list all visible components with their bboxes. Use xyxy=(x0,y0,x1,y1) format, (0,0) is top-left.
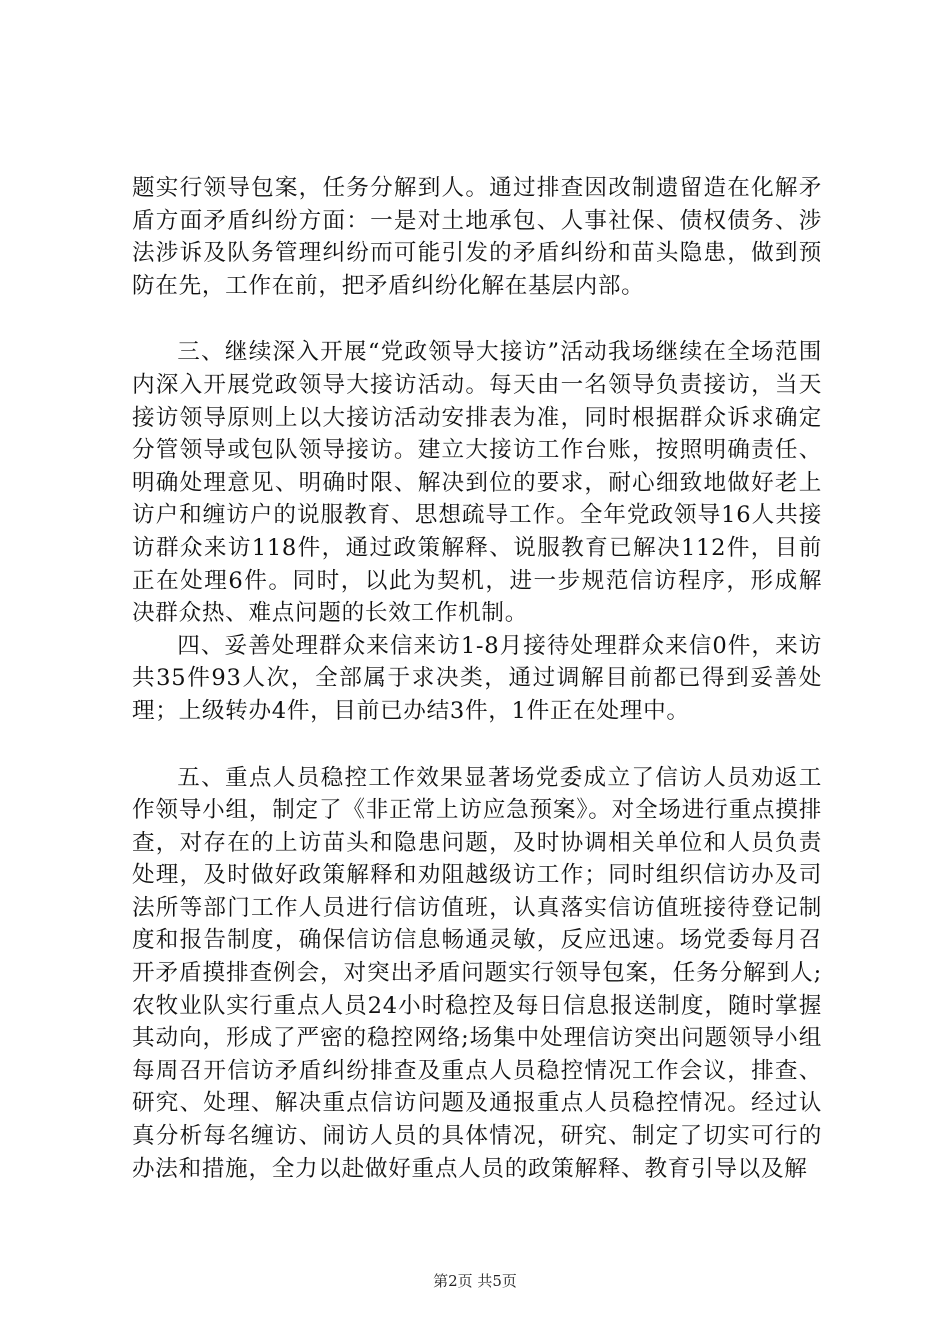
document-body xyxy=(132,172,822,1185)
page-number-footer: 第2页 共5页 xyxy=(433,1272,517,1290)
paragraph-continuation: 题实行领导包案，任务分解到人。通过排查因改制遗留造在化解矛盾方面矛盾纠纷方面：一是对土地承包、人事社保、债权债务、涉法涉诉及队务管理纠纷而可能引发的矛盾纠纷和苗头隐患，做到预防在先，工作在前，把矛盾纠纷化解在基层内部。 xyxy=(132,175,822,299)
paragraph-section-4: 四、妥善处理群众来信来访1-8月接待处理群众来信0件，来访共35件93人次，全部属于求决类，通过调解目前都已得到妥善处理；上级转办4件，目前已办结3件，1件正在处理中。 xyxy=(132,632,822,724)
paragraph-gap xyxy=(132,728,822,762)
paragraph-section-5: 五、重点人员稳控工作效果显著场党委成立了信访人员劝返工作领导小组，制定了《非正常上访应急预案》。对全场进行重点摸排查，对存在的上访苗头和隐患问题，及时协调相关单位和人员负责处理，及时做好政策解释和劝阻越级访工作；同时组织信访办及司法所等部门工作人员进行信访值班，认真落实信访值班接待登记制度和报告制度，确保信访信息畅通灵敏，反应迅速。场党委每月召开矛盾摸排查例会，对突出矛盾问题实行领导包案，任务分解到人;农牧业队实行重点人员24小时稳控及每日信息报送制度，随时掌握其动向，形成了严密的稳控网络;场集中处理信访突出问题领导小组每周召开信访矛盾纠纷排查及重点人员稳控情况工作会议，排查、研究、处理、解决重点信访问题及通报重点人员稳控情况。经过认真分析每名缠访、闹访人员的具体情况，研究、制定了切实可行的办法和措施，全力以赴做好重点人员的政策解释、教育引导以及解 xyxy=(132,764,822,1182)
paragraph-gap xyxy=(132,302,822,336)
paragraph-section-3: 三、继续深入开展“党政领导大接访”活动我场继续在全场范围内深入开展党政领导大接访活动。每天由一名领导负责接访，当天接访领导原则上以大接访活动安排表为准，同时根据群众诉求确定分管领导或包队领导接访。建立大接访工作台账，按照明确责任、明确处理意见、明确时限、解决到位的要求，耐心细致地做好老上访户和缠访户的说服教育、思想疏导工作。全年党政领导16人共接访群众来访118件，通过政策解释、说服教育已解决112件，目前正在处理6件。同时，以此为契机，进一步规范信访程序，形成解决群众热、难点问题的长效工作机制。 xyxy=(132,339,822,627)
